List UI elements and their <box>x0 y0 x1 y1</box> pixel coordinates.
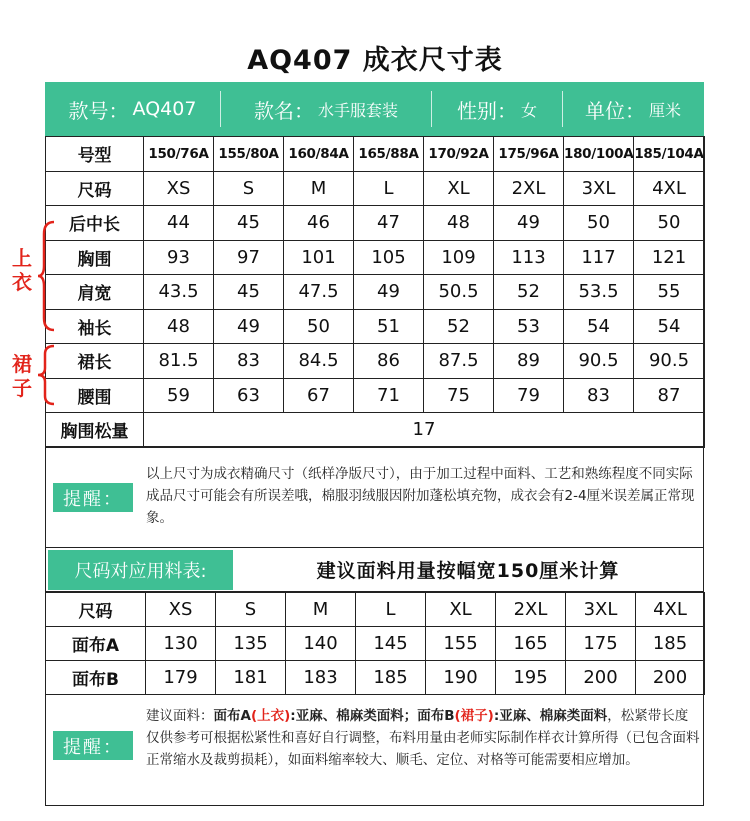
fabric-table <box>45 592 705 695</box>
table-row: 肩宽 43.5 45 47.5 49 50.5 52 53.5 55 <box>46 275 705 310</box>
fabric-header-bar <box>45 548 704 592</box>
fabric-size-row: 尺码 XS S M L XL 2XL 3XL 4XL <box>46 593 705 627</box>
brace-top-icon <box>36 220 56 332</box>
style-number: 款号： AQ407 <box>68 98 197 123</box>
table-row: 后中长 44 45 46 47 48 49 50 50 <box>46 206 705 241</box>
table-row: 面布B 179 181 183 185 190 195 200 200 <box>46 661 705 695</box>
unit: 单位： 厘米 <box>584 98 681 123</box>
reminder-box-1 <box>45 446 704 548</box>
table-row: 裙长 81.5 83 84.5 86 87.5 89 90.5 90.5 <box>46 344 705 379</box>
style-name: 款名： 水手服套装 <box>253 98 398 123</box>
side-label-skirt: 裙子 <box>12 352 32 400</box>
reminder-badge: 提醒： <box>53 483 133 512</box>
gender: 性别： 女 <box>456 98 537 123</box>
fabric-table-title: 尺码对应用料表: <box>48 550 233 590</box>
fabric-width-note: 建议面料用量按幅宽150厘米计算 <box>316 560 620 582</box>
model-row: 号型 150/76A 155/80A 160/84A 165/88A 170/92A 175/96A 180/100A 185/104A <box>46 137 705 172</box>
table-row: 胸围 93 97 101 105 109 113 117 121 <box>46 240 705 275</box>
table-row: 面布A 130 135 140 145 155 165 175 185 <box>46 627 705 661</box>
ease-row: 胸围松量 17 <box>46 413 705 448</box>
fabric-suggestion-text: 建议面料：面布A(上衣):亚麻、棉麻类面料；面布B(裙子):亚麻、棉麻类面料，松紧带长度仅供参考可根据松紧性和喜好自行调整，布料用量由老师实际制作样衣计算所得（已包含面料正常缩水及裁剪损耗），如面料缩率较大、顺毛、定位、对格等可能需要相应增加。 <box>146 708 700 768</box>
info-header-bar <box>45 82 704 136</box>
reminder-text: 以上尺寸为成衣精确尺寸（纸样净版尺寸），由于加工过程中面料、工艺和熟练程度不同实际成品尺寸可能会有所误差哦，棉服羽绒服因附加蓬松填充物，成衣会有2-4厘米误差属正常现象。 <box>146 466 695 526</box>
table-row: 腰围 59 63 67 71 75 79 83 87 <box>46 378 705 413</box>
side-label-top: 上衣 <box>12 246 32 294</box>
reminder-box-2 <box>45 694 704 806</box>
table-row: 袖长 48 49 50 51 52 53 54 54 <box>46 309 705 344</box>
size-table <box>45 136 705 448</box>
size-row: 尺码 XS S M L XL 2XL 3XL 4XL <box>46 171 705 206</box>
reminder-badge: 提醒： <box>53 731 133 760</box>
brace-skirt-icon <box>36 344 56 406</box>
page-title: AQ407 成衣尺寸表 <box>247 45 503 76</box>
